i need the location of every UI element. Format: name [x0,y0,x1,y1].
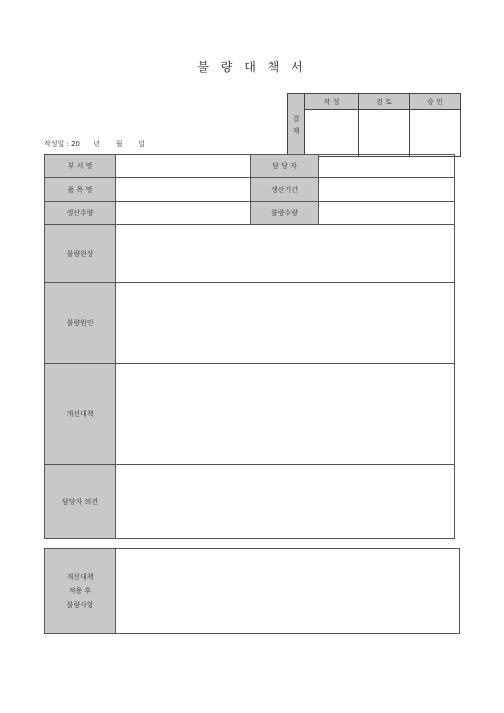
label-improvement: 개선대책 [45,364,116,465]
label-defect-qty: 불량수량 [251,202,319,225]
signature-review[interactable] [359,110,410,157]
label-period: 생산기간 [251,178,319,202]
label-defect-cause: 불량원인 [45,283,116,364]
label-manager: 담 당 자 [251,155,319,178]
post-improvement-table [44,548,460,634]
value-prod-qty[interactable] [116,202,251,225]
value-period[interactable] [319,178,455,202]
value-item[interactable] [116,178,251,202]
label-item: 품 목 명 [45,178,116,202]
document-title: 불 량 대 책 서 [197,60,307,74]
value-defect-cause[interactable] [116,283,455,364]
label-post-improvement-line2: 적용 후 [68,587,92,595]
approval-col-write: 작 성 [305,94,359,110]
label-manager-opinion: 담당자 의견 [45,465,116,539]
date-line: 작성일 : 20 년 월 일 [44,140,145,148]
label-dept: 부 서 명 [45,155,116,178]
approval-side-label [288,94,305,157]
value-improvement[interactable] [116,364,455,465]
signature-approve[interactable] [410,110,461,157]
approval-col-review: 검 토 [359,94,410,110]
main-form-table [44,154,455,539]
approval-side-label-text: 결 재 [292,115,300,135]
value-manager-opinion[interactable] [116,465,455,539]
signature-write[interactable] [305,110,359,157]
approval-col-approve: 승 인 [410,94,461,110]
value-post-improvement[interactable] [116,549,460,634]
label-post-improvement-line3: 불량사항 [66,601,94,609]
value-defect-status[interactable] [116,225,455,283]
label-post-improvement [45,549,116,634]
value-manager[interactable] [319,155,455,178]
label-defect-status: 불량현상 [45,225,116,283]
label-prod-qty: 생산수량 [45,202,116,225]
approval-box [287,93,461,157]
label-post-improvement-line1: 개선대책 [66,573,94,581]
value-defect-qty[interactable] [319,202,455,225]
value-dept[interactable] [116,155,251,178]
